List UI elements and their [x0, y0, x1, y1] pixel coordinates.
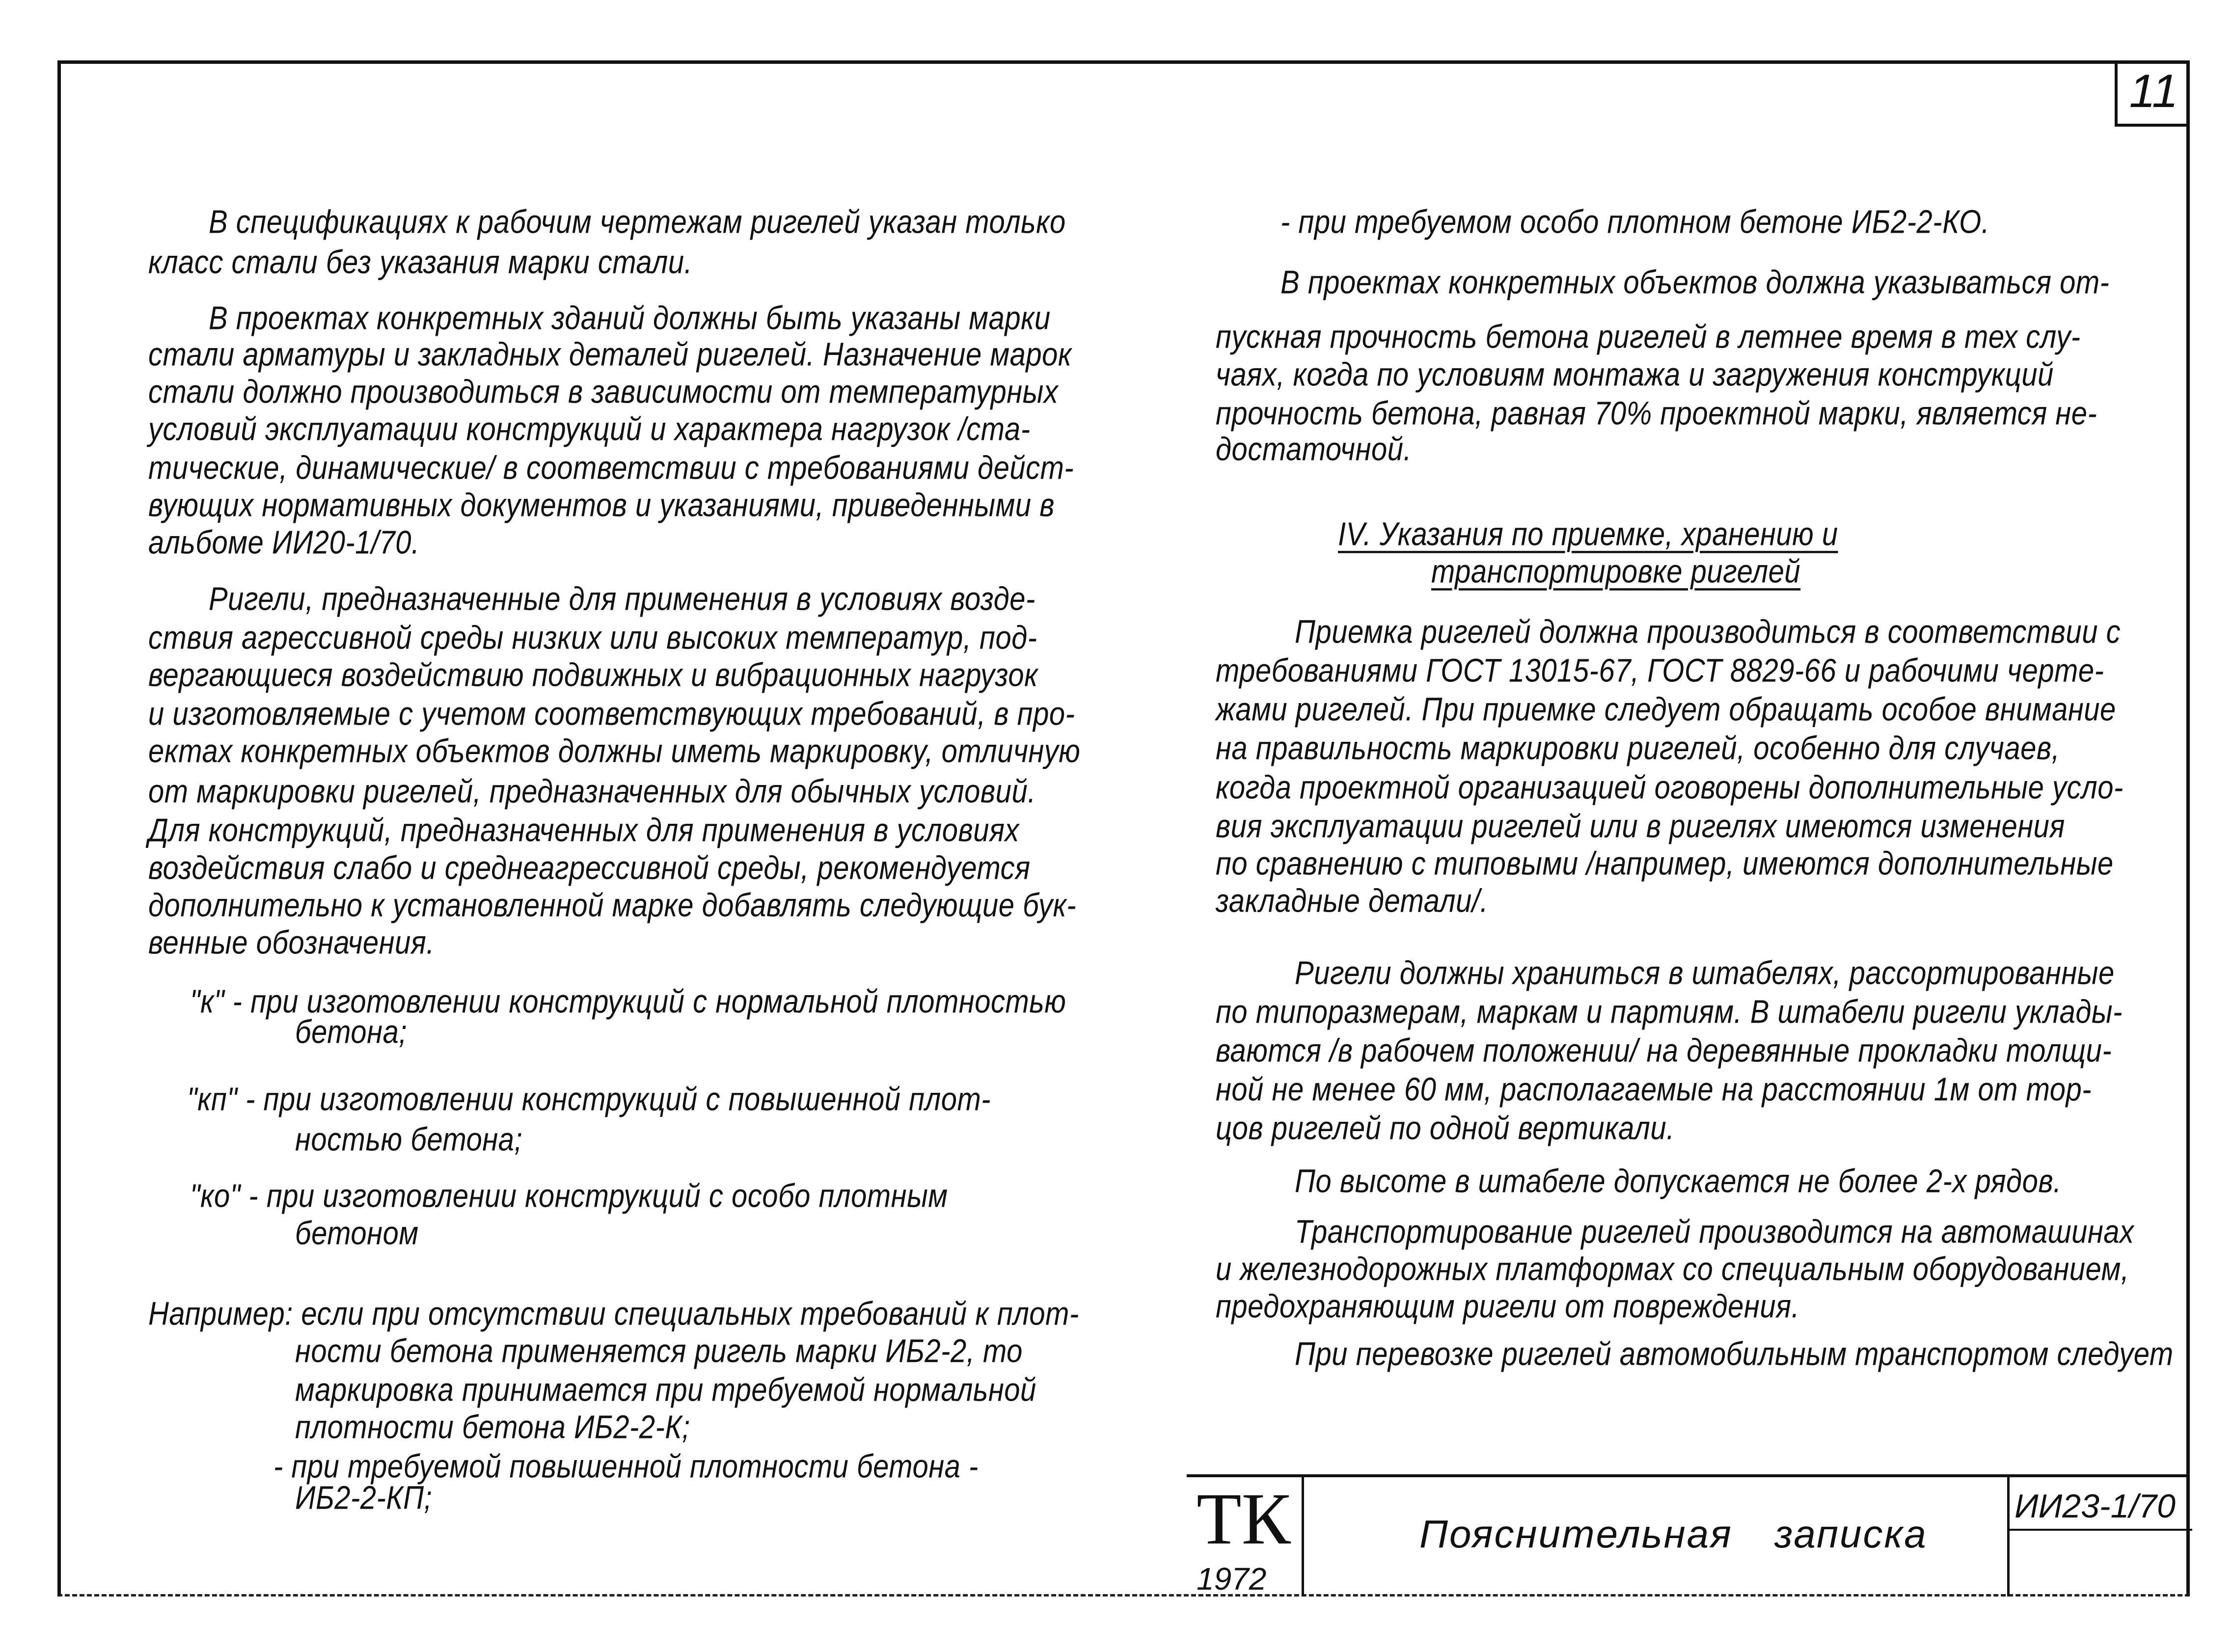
document-title: Пояснительная записка — [1419, 1512, 1928, 1556]
text-line: вующих нормативных документов и указаниями, приведенными в — [148, 487, 1055, 524]
text-line: по типоразмерам, маркам и партиям. В штабели ригели уклады- — [1216, 993, 2123, 1030]
text-line: В проектах конкретных зданий должны быть указаны марки — [209, 299, 1051, 337]
text-line: стали должно производиться в зависимости от температурных — [148, 373, 1059, 410]
text-line: ИБ2-2-КП; — [295, 1479, 433, 1517]
text-line: предохраняющим ригели от повреждения. — [1216, 1288, 1800, 1325]
text-line: ствия агрессивной среды низких или высоких температур, под- — [148, 619, 1037, 656]
text-line: "ко" - при изготовлении конструкций с особо плотным — [190, 1177, 948, 1215]
text-line: венные обозначения. — [148, 924, 435, 961]
text-line: бетона; — [295, 1013, 407, 1051]
section-heading-line: IV. Указания по приемке, хранению и — [1338, 515, 1838, 553]
text-line: вергающиеся воздействию подвижных и вибрационных нагрузок — [148, 656, 1038, 694]
section-heading-line: транспортировке ригелей — [1431, 553, 1801, 590]
text-line: стали арматуры и закладных деталей ригелей. Назначение марок — [148, 336, 1072, 373]
text-line: достаточной. — [1216, 431, 1412, 468]
text-line: Для конструкций, предназначенных для применения в условиях — [148, 812, 1020, 849]
year: 1972 — [1197, 1561, 1267, 1597]
text-line: ваются /в рабочем положении/ на деревянные прокладки толщи- — [1216, 1032, 2112, 1069]
text-line: вия эксплуатации ригелей или в ригелях имеются изменения — [1216, 808, 2065, 845]
text-line: "кп" - при изготовлении конструкций с повышенной плот- — [187, 1081, 991, 1118]
text-line: При перевозке ригелей автомобильным транспортом следует — [1295, 1335, 2174, 1373]
page-number: 11 — [2115, 60, 2190, 127]
text-line: и железнодорожных платформах со специальным оборудованием, — [1216, 1250, 2129, 1288]
text-line: от маркировки ригелей, предназначенных для обычных условий. — [148, 773, 1036, 810]
text-line: - при требуемой повышенной плотности бетона - — [273, 1448, 979, 1485]
text-line: по сравнению с типовыми /например, имеются дополнительные — [1216, 845, 2114, 882]
text-line: По высоте в штабеле допускается не более 2-х рядов. — [1295, 1163, 2062, 1200]
text-line: закладные детали/. — [1216, 882, 1489, 920]
text-line: Ригели, предназначенные для применения в условиях возде- — [209, 580, 1035, 618]
text-line: условий эксплуатации конструкций и характера нагрузок /ста- — [148, 410, 1031, 448]
text-line: В спецификациях к рабочим чертежам ригелей указан только — [209, 203, 1066, 241]
text-line: В проектах конкретных объектов должна указываться от- — [1280, 264, 2110, 301]
text-line: ностью бетона; — [295, 1121, 523, 1158]
text-line: ектах конкретных объектов должны иметь маркировку, отличную — [148, 732, 1081, 770]
text-line: - при требуемом особо плотном бетоне ИБ2-2-КО. — [1280, 203, 1990, 241]
text-line: маркировка принимается при требуемой нормальной — [295, 1371, 1036, 1408]
title-block — [1187, 1474, 2190, 1597]
text-line: воздействия слабо и среднеагрессивной среды, рекомендуется — [148, 849, 1031, 887]
org-mark: ТК — [1197, 1478, 1291, 1560]
text-line: цов ригелей по одной вертикали. — [1216, 1110, 1675, 1147]
text-line: и изготовляемые с учетом соответствующих требований, в про- — [148, 695, 1075, 732]
code-cell — [2007, 1477, 2192, 1597]
text-line: класс стали без указания марки стали. — [148, 244, 693, 281]
text-line: когда проектной организацией оговорены дополнительные усло- — [1216, 769, 2123, 806]
text-line: чаях, когда по условиям монтажа и загружения конструкций — [1216, 356, 2054, 393]
text-line: дополнительно к установленной марке добавлять следующие бук- — [148, 887, 1077, 924]
org-cell — [1187, 1477, 1304, 1597]
text-line: Транспортирование ригелей производится на автомашинах — [1295, 1213, 2134, 1250]
code-divider — [2010, 1529, 2192, 1531]
text-line: Ригели должны храниться в штабелях, рассортированные — [1295, 954, 2115, 992]
text-line: тические, динамические/ в соответствии с требованиями дейст- — [148, 449, 1074, 487]
text-line: Например: если при отсутствии специальных требований к плот- — [148, 1295, 1079, 1332]
text-line: на правильность маркировки ригелей, особенно для случаев, — [1216, 730, 2060, 767]
document-code: ИИ23-1/70 — [2014, 1488, 2176, 1525]
text-line: бетоном — [295, 1215, 419, 1252]
text-line: Приемка ригелей должна производиться в соответствии с — [1295, 613, 2121, 650]
text-line: требованиями ГОСТ 13015-67, ГОСТ 8829-66 и рабочими черте- — [1216, 652, 2104, 689]
text-line: прочность бетона, равная 70% проектной марки, является не- — [1216, 395, 2097, 432]
text-line: ности бетона применяется ригель марки ИБ2-2, то — [295, 1332, 1023, 1370]
text-line: ной не менее 60 мм, располагаемые на расстоянии 1м от тор- — [1216, 1071, 2092, 1108]
text-line: пускная прочность бетона ригелей в летнее время в тех слу- — [1216, 318, 2081, 355]
text-line: жами ригелей. При приемке следует обращать особое внимание — [1216, 691, 2116, 728]
text-line: альбоме ИИ20-1/70. — [148, 524, 420, 561]
text-line: плотности бетона ИБ2-2-К; — [295, 1408, 690, 1446]
text-line: "к" - при изготовлении конструкций с нормальной плотностью — [190, 983, 1066, 1020]
title-cell — [1302, 1477, 2007, 1597]
